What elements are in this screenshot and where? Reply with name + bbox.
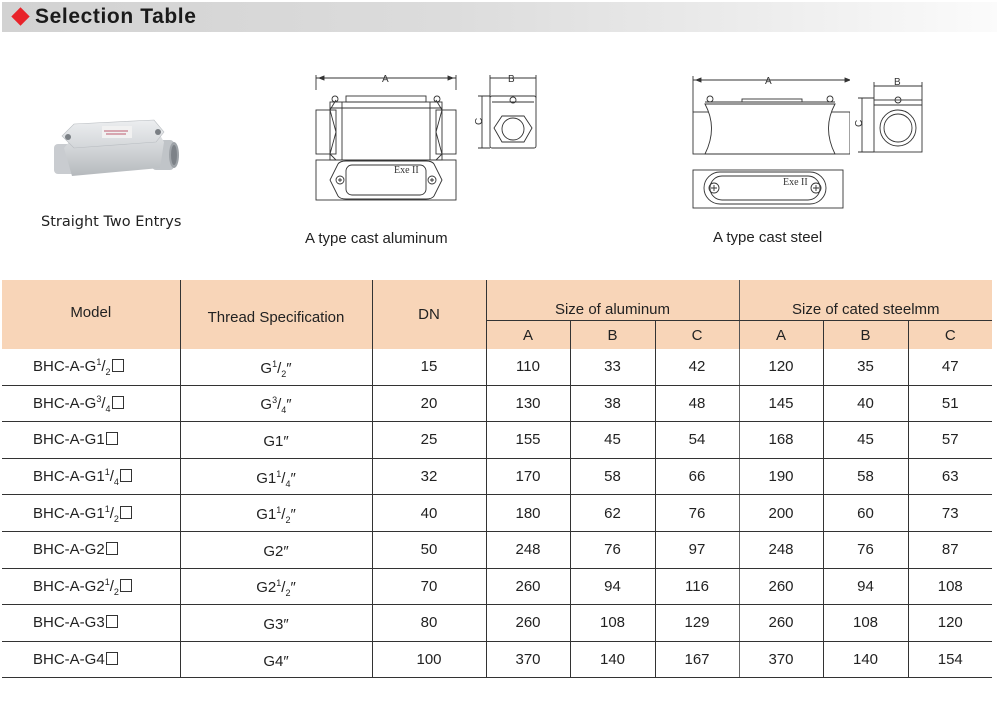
cell-alu-a: 180	[486, 495, 570, 532]
cell-alu-a: 248	[486, 531, 570, 568]
cell-alu-c: 66	[655, 458, 739, 495]
column-header-steel-a: A	[739, 321, 823, 350]
cell-steel-b: 35	[823, 349, 908, 385]
cell-dn: 70	[372, 568, 486, 605]
cell-dn: 50	[372, 531, 486, 568]
cell-alu-a: 170	[486, 458, 570, 495]
table-row	[2, 458, 992, 495]
cell-alu-c: 167	[655, 641, 739, 678]
aluminum-side-drawing	[472, 72, 552, 152]
cell-alu-a: 260	[486, 568, 570, 605]
placeholder-box-icon	[106, 615, 118, 628]
column-header-model: Model	[2, 280, 180, 349]
cell-dn: 20	[372, 385, 486, 422]
placeholder-box-icon	[120, 469, 132, 482]
steel-side-drawing	[852, 72, 932, 162]
junction-box-photo-icon	[40, 118, 190, 188]
cell-alu-a: 370	[486, 641, 570, 678]
cell-steel-c: 87	[908, 531, 992, 568]
cell-dn: 32	[372, 458, 486, 495]
cell-model: BHC-$A-G1^1/_4$	[2, 458, 180, 495]
aluminum-front-drawing	[310, 72, 460, 207]
cell-thread: G2″	[180, 531, 372, 568]
table-row	[2, 385, 992, 422]
cell-thread: $G2^1/_2''$	[180, 568, 372, 605]
cell-thread: G4″	[180, 641, 372, 678]
svg-text:B: B	[508, 74, 515, 85]
selection-table	[2, 280, 992, 678]
cell-model: BHC-$A-G^3/_4$	[2, 385, 180, 422]
cell-alu-b: 140	[570, 641, 655, 678]
table-row	[2, 495, 992, 532]
svg-text:C: C	[854, 119, 865, 127]
cell-steel-a: 168	[739, 422, 823, 459]
cell-steel-a: 248	[739, 531, 823, 568]
cell-alu-a: 155	[486, 422, 570, 459]
cell-alu-b: 38	[570, 385, 655, 422]
section-title: Selection Table	[35, 5, 197, 28]
cell-alu-b: 108	[570, 605, 655, 642]
cell-thread: G3″	[180, 605, 372, 642]
cell-alu-c: 54	[655, 422, 739, 459]
cell-model: BHC-$A-G2^1/_2$	[2, 568, 180, 605]
exe-marking: Exe II	[394, 165, 419, 176]
cell-alu-c: 116	[655, 568, 739, 605]
cell-alu-a: 260	[486, 605, 570, 642]
cell-thread: G1″	[180, 422, 372, 459]
cell-alu-c: 97	[655, 531, 739, 568]
cell-steel-b: 40	[823, 385, 908, 422]
cell-steel-c: 73	[908, 495, 992, 532]
cell-alu-c: 48	[655, 385, 739, 422]
column-header-dn: DN	[372, 280, 486, 349]
steel-caption: A type cast steel	[713, 229, 823, 246]
table-row	[2, 422, 992, 459]
dim-a-label: A	[382, 74, 389, 85]
svg-text:Exe II: Exe II	[783, 177, 808, 188]
cell-steel-b: 45	[823, 422, 908, 459]
svg-text:B: B	[894, 77, 901, 88]
column-header-alu-b: B	[570, 321, 655, 350]
dim-a-label: A	[765, 76, 772, 87]
cell-dn: 40	[372, 495, 486, 532]
section-title-bar	[2, 2, 997, 32]
cell-thread: $G1^1/_2''$	[180, 495, 372, 532]
cell-steel-c: 51	[908, 385, 992, 422]
table-row	[2, 349, 992, 385]
placeholder-box-icon	[112, 359, 124, 372]
photo-caption: Straight Two Entrys	[41, 214, 182, 230]
cell-alu-c: 76	[655, 495, 739, 532]
cell-steel-c: 120	[908, 605, 992, 642]
placeholder-box-icon	[120, 506, 132, 519]
cell-dn: 100	[372, 641, 486, 678]
cell-model: BHC-A-G2	[2, 531, 180, 568]
placeholder-box-icon	[106, 432, 118, 445]
cell-steel-c: 47	[908, 349, 992, 385]
column-group-aluminum: Size of aluminum	[486, 280, 739, 321]
cell-alu-b: 94	[570, 568, 655, 605]
cell-alu-a: 130	[486, 385, 570, 422]
table-row	[2, 605, 992, 642]
table-row	[2, 641, 992, 678]
aluminum-caption: A type cast aluminum	[305, 230, 448, 247]
cell-steel-a: 260	[739, 605, 823, 642]
placeholder-box-icon	[112, 396, 124, 409]
steel-front-drawing	[690, 72, 850, 212]
cell-steel-a: 370	[739, 641, 823, 678]
cell-alu-c: 42	[655, 349, 739, 385]
cell-steel-b: 76	[823, 531, 908, 568]
cell-steel-b: 140	[823, 641, 908, 678]
cell-steel-a: 190	[739, 458, 823, 495]
cell-alu-c: 129	[655, 605, 739, 642]
cell-model: BHC-A-G3	[2, 605, 180, 642]
red-diamond-icon	[11, 7, 29, 25]
column-header-alu-a: A	[486, 321, 570, 350]
cell-model: BHC-$A-G1^1/_2$	[2, 495, 180, 532]
cell-alu-b: 45	[570, 422, 655, 459]
cell-dn: 15	[372, 349, 486, 385]
column-group-steel: Size of cated steelmm	[739, 280, 992, 321]
cell-dn: 80	[372, 605, 486, 642]
cell-steel-a: 120	[739, 349, 823, 385]
cell-steel-b: 58	[823, 458, 908, 495]
cell-steel-c: 154	[908, 641, 992, 678]
cell-thread: $G1^1/_4''$	[180, 458, 372, 495]
cell-steel-b: 94	[823, 568, 908, 605]
placeholder-box-icon	[106, 652, 118, 665]
cell-thread: $G^1/_2''$	[180, 349, 372, 385]
table-row	[2, 531, 992, 568]
cell-steel-c: 57	[908, 422, 992, 459]
cell-steel-c: 108	[908, 568, 992, 605]
placeholder-box-icon	[120, 579, 132, 592]
cell-steel-b: 60	[823, 495, 908, 532]
cell-alu-a: 110	[486, 349, 570, 385]
column-header-steel-b: B	[823, 321, 908, 350]
svg-text:C: C	[474, 117, 485, 125]
cell-steel-a: 145	[739, 385, 823, 422]
column-header-alu-c: C	[655, 321, 739, 350]
cell-steel-a: 200	[739, 495, 823, 532]
cell-steel-a: 260	[739, 568, 823, 605]
cell-thread: $G^3/_4''$	[180, 385, 372, 422]
cell-model: BHC-A-G4	[2, 641, 180, 678]
cell-alu-b: 33	[570, 349, 655, 385]
cell-model: BHC-$A-G^1/_2$	[2, 349, 180, 385]
cell-alu-b: 58	[570, 458, 655, 495]
cell-model: BHC-A-G1	[2, 422, 180, 459]
cell-steel-b: 108	[823, 605, 908, 642]
cell-alu-b: 76	[570, 531, 655, 568]
cell-steel-c: 63	[908, 458, 992, 495]
column-header-steel-c: C	[908, 321, 992, 350]
cell-dn: 25	[372, 422, 486, 459]
table-row	[2, 568, 992, 605]
cell-alu-b: 62	[570, 495, 655, 532]
placeholder-box-icon	[106, 542, 118, 555]
column-header-thread: Thread Specification	[180, 280, 372, 349]
